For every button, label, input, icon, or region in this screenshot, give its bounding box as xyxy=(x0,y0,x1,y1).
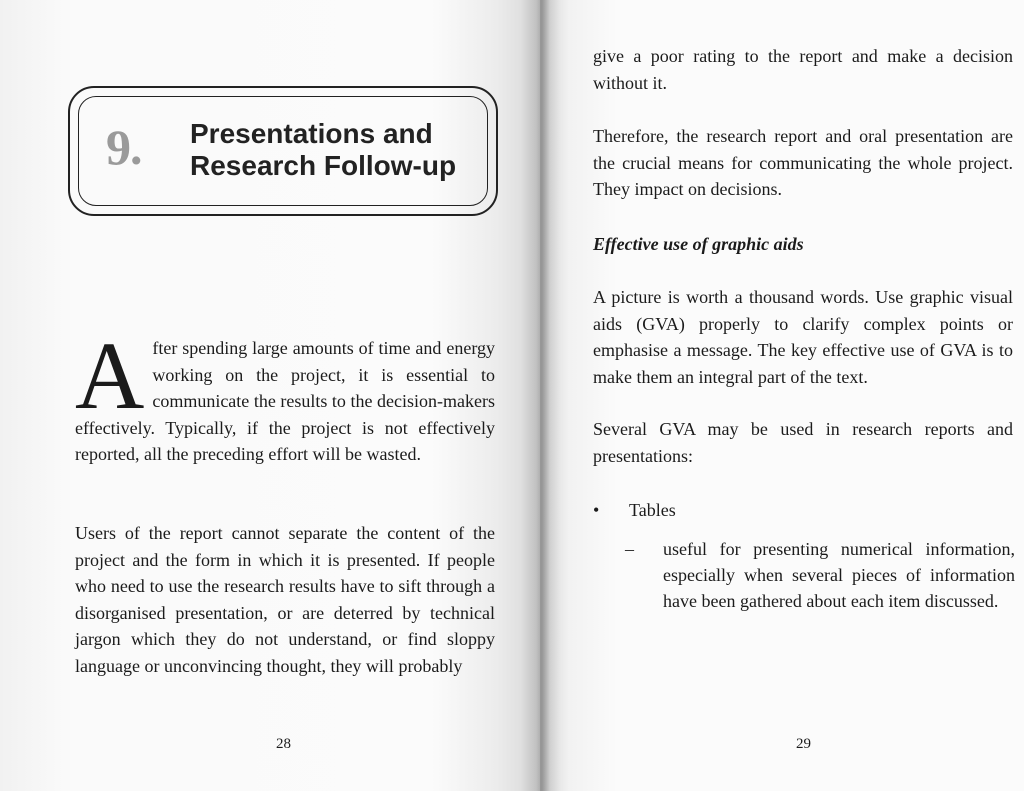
chapter-title-line-2: Research Follow-up xyxy=(190,150,457,181)
chapter-title xyxy=(190,118,490,182)
page-number-left: 28 xyxy=(276,736,291,752)
chapter-heading-box xyxy=(68,86,498,216)
right-paragraph-3: A picture is worth a thousand words. Use graphic visual aids (GVA) properly to clarify complex points or emphasise a message. The key effective use of GVA is to make them an integral part of the text. xyxy=(593,287,1013,387)
left-paragraph-1 xyxy=(75,322,495,468)
page-number-right: 29 xyxy=(796,736,811,752)
left-paragraph-1-text: fter spending large amounts of time and energy working on the project, it is essential to communicate the results to the decision-makers effectively. Typically, if the project is not effectively reported, all the preceding effort will be wasted. xyxy=(75,338,495,464)
right-page xyxy=(540,0,1024,791)
sub-item-text: useful for presenting numerical information, especially when several pieces of information have been gathered about each item discussed. xyxy=(663,539,1015,611)
right-paragraph-2: Therefore, the research report and oral presentation are the crucial means for communicating the whole project. They impact on decisions. xyxy=(593,126,1013,199)
bullet-symbol: • xyxy=(593,500,600,520)
bullet-label: Tables xyxy=(629,500,676,520)
section-heading: Effective use of graphic aids xyxy=(593,234,804,254)
drop-cap: A xyxy=(75,322,145,429)
dash-symbol: – xyxy=(625,539,634,559)
chapter-number: 9. xyxy=(106,119,142,175)
left-paragraph-2: Users of the report cannot separate the content of the project and the form in which it is presented. If people who need to use the research results have to sift through a disorganised presentation, or are deterred by technical jargon which they do not understand, or find sloppy language or unconvincing thought, they will probably xyxy=(75,523,495,676)
right-paragraph-4: Several GVA may be used in research reports and presentations: xyxy=(593,419,1013,466)
chapter-title-line-1: Presentations and xyxy=(190,118,433,149)
right-paragraph-1: give a poor rating to the report and make a decision without it. xyxy=(593,46,1013,93)
book-gutter-shadow xyxy=(520,0,560,791)
